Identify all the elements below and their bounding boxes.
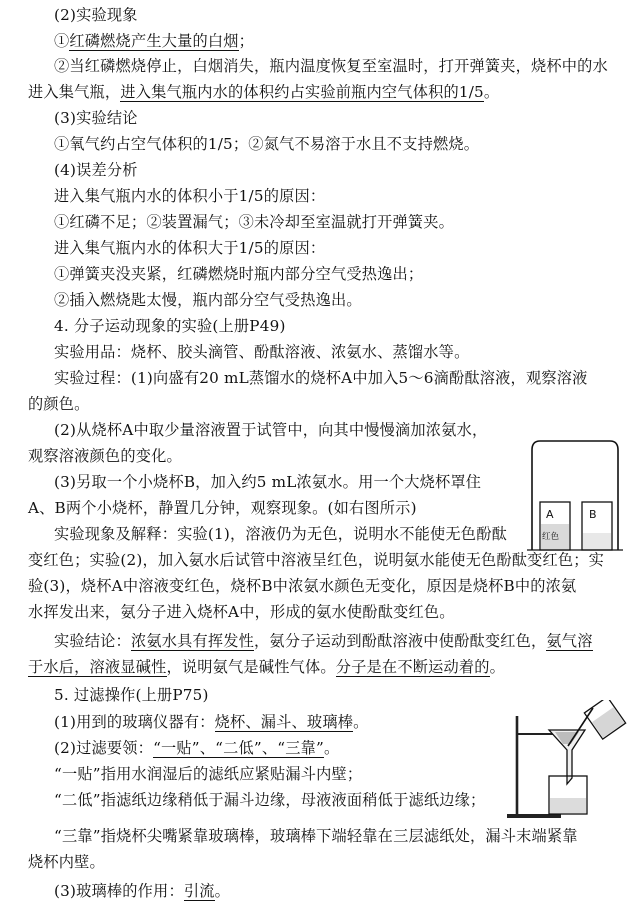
text: ，氨分子运动到酚酞溶液中使酚酞变红色， (254, 632, 547, 650)
text: ②当红磷燃烧停止，白烟消失，瓶内温度恢复至室温时，打开弹簧夹，烧杯中的水 (54, 57, 608, 75)
line-phenomenon-2 (54, 55, 608, 77)
text: (3)另取一个小烧杯B，加入约5 mL浓氨水。用一个大烧杯罩住 (54, 473, 482, 491)
line-glassware (54, 711, 369, 733)
line-procedure-3-cont (28, 497, 417, 519)
line-phenomenon-2-cont (28, 81, 499, 103)
text: 实验用品：烧杯、胶头滴管、酚酞溶液、浓氨水、蒸馏水等。 (54, 343, 470, 361)
line-explanation-1 (54, 523, 507, 545)
beaker-b-liquid (583, 533, 611, 549)
text: ①红磷不足；②装置漏气；③未冷却至室温就打开弹簧夹。 (54, 213, 455, 231)
text: 进入集气瓶， (28, 83, 121, 101)
line-phenomenon-1 (54, 30, 254, 52)
underlined-answer: 氨气溶 (546, 632, 593, 650)
line-conclusion-4 (54, 630, 593, 652)
line-procedure-1 (54, 367, 588, 389)
line-conclusion (54, 133, 479, 155)
text: 观察溶液颜色的变化。 (28, 447, 182, 465)
underlined-answer: 引流 (183, 882, 215, 900)
text: 变红色；实验(2)，加入氨水后试管中溶液呈红色，说明氨水能使无色酚酞变红色；实 (28, 551, 605, 569)
text: (2)过滤要领： (54, 739, 154, 757)
glass-rod (568, 708, 593, 746)
text: 水挥发出来，氨分子进入烧杯A中，形成的氨水使酚酞变红色。 (28, 603, 455, 621)
filtrate (550, 798, 586, 813)
text: ，说明氨气是碱性气体。 (166, 658, 336, 676)
text: 的颜色。 (28, 395, 90, 413)
text: (1)用到的玻璃仪器有： (54, 713, 215, 731)
line-more-than-fifth (54, 237, 325, 259)
line-section-4-heading (54, 315, 286, 337)
text: 验(3)，烧杯A中溶液变红色，烧杯B中浓氨水颜色无变化，原因是烧杯B中的浓氨 (28, 577, 577, 595)
line-less-reasons (54, 211, 454, 233)
text: ②插入燃烧匙太慢，瓶内部分空气受热逸出。 (54, 291, 362, 309)
text: 。 (323, 739, 340, 757)
molecular-motion-figure (526, 438, 624, 552)
line-procedure-2-cont (28, 445, 182, 467)
line-more-reason-2 (54, 289, 362, 311)
underlined-answer: 进入集气瓶内水的体积约占实验前瓶内空气体积的1/5 (120, 83, 484, 101)
text: 进入集气瓶内水的体积大于1/5的原因： (54, 239, 326, 257)
text: ①弹簧夹没夹紧，红磷燃烧时瓶内部分空气受热逸出； (54, 265, 424, 283)
text: 进入集气瓶内水的体积小于1/5的原因： (54, 187, 326, 205)
text: ； (238, 32, 255, 50)
line-one-stick (54, 763, 362, 785)
line-three-lean-cont (28, 851, 105, 873)
text: 。 (489, 658, 506, 676)
text: “三靠”指烧杯尖嘴紧靠玻璃棒，玻璃棒下端轻靠在三层滤纸处，漏斗末端紧靠 (54, 827, 578, 845)
text: 。 (353, 713, 369, 731)
text: 。 (483, 83, 500, 101)
line-explanation-2 (28, 549, 604, 571)
text: (2)从烧杯A中取少量溶液置于试管中，向其中慢慢滴加浓氨水， (54, 421, 488, 439)
underlined-answer: 浓氨水具有挥发性 (130, 632, 255, 650)
line-procedure-3 (54, 471, 481, 493)
text: 4. 分子运动现象的实验(上册P49) (54, 317, 286, 335)
line-glass-rod-role (54, 880, 230, 902)
text: ① (54, 32, 70, 50)
text: “一贴”指用水润湿后的滤纸应紧贴漏斗内壁； (54, 765, 363, 783)
line-conclusion-heading (54, 107, 138, 129)
line-explanation-3 (28, 575, 576, 597)
line-error-analysis-heading (54, 159, 138, 181)
line-filtration-key-points (54, 737, 339, 759)
line-two-low (54, 789, 485, 811)
underlined-answer: 烧杯、漏斗、玻璃棒 (214, 713, 354, 731)
line-materials (54, 341, 469, 363)
line-less-than-fifth (54, 185, 325, 207)
line-more-reason-1 (54, 263, 423, 285)
line-three-lean (54, 825, 578, 847)
line-experiment-phenomena-heading (54, 4, 138, 26)
text: 。 (214, 882, 230, 900)
underlined-answer: 红磷燃烧产生大量的白烟 (69, 32, 239, 50)
text: “二低”指滤纸边缘稍低于漏斗边缘，母液液面稍低于滤纸边缘； (54, 791, 486, 809)
underlined-answer: 于水后，溶液显碱性 (28, 658, 167, 676)
line-procedure-2 (54, 419, 487, 441)
text: 5. 过滤操作(上册P75) (54, 686, 209, 704)
label-red-liquid: 红色 (542, 532, 560, 542)
text: 实验过程：(1)向盛有20 mL蒸馏水的烧杯A中加入5～6滴酚酞溶液，观察溶液 (54, 369, 588, 387)
label-b: B (589, 508, 597, 521)
underlined-answer: 分子是在不断运动着的 (335, 658, 490, 676)
text: 烧杯内壁。 (28, 853, 105, 871)
text: (4)误差分析 (54, 161, 138, 179)
text: (2)实验现象 (54, 6, 138, 24)
text: 实验结论： (54, 632, 131, 650)
filtration-figure (505, 700, 627, 820)
text: A、B两个小烧杯，静置几分钟，观察现象。(如右图所示) (28, 499, 417, 517)
label-a: A (546, 508, 554, 521)
line-explanation-4 (28, 601, 455, 623)
line-conclusion-4-cont (28, 656, 505, 678)
text: (3)实验结论 (54, 109, 138, 127)
text: ①氧气约占空气体积的1/5；②氮气不易溶于水且不支持燃烧。 (54, 135, 480, 153)
pouring-beaker (584, 700, 625, 739)
line-section-5-heading (54, 684, 209, 706)
underlined-answer: “一贴”、“二低”、“三靠” (153, 739, 324, 757)
text: (3)玻璃棒的作用： (54, 882, 184, 900)
text: 实验现象及解释：实验(1)，溶液仍为无色，说明水不能使无色酚酞 (54, 525, 507, 543)
line-procedure-1-cont (28, 393, 90, 415)
